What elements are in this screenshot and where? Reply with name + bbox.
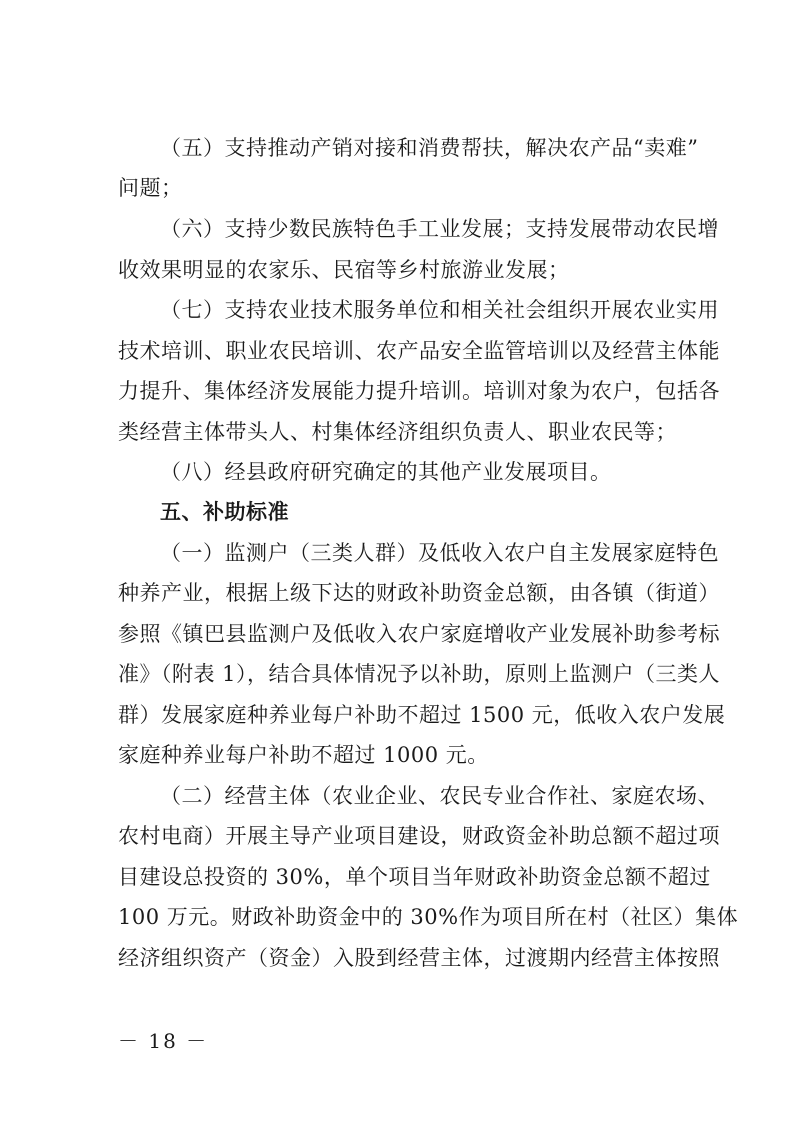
paragraph-line: 群）发展家庭种养业每户补助不超过 1500 元，低收入农户发展 bbox=[118, 703, 726, 727]
paragraph-line: （八）经县政府研究确定的其他产业发展项目。 bbox=[160, 460, 612, 484]
paragraph-line: （一）监测户（三类人群）及低收入农户自主发展家庭特色 bbox=[160, 541, 719, 565]
paragraph-line: （五）支持推动产销对接和消费帮扶，解决农产品“卖难” bbox=[160, 136, 699, 160]
paragraph-line: （二）经营主体（农业企业、农民专业合作社、家庭农场、 bbox=[160, 784, 719, 808]
paragraph-line: 种养产业，根据上级下达的财政补助资金总额，由各镇（街道） bbox=[118, 581, 720, 605]
paragraph-line: 力提升、集体经济发展能力提升培训。培训对象为农户，包括各 bbox=[118, 379, 720, 403]
paragraph-line: 家庭种养业每户补助不超过 1000 元。 bbox=[118, 743, 489, 767]
paragraph-line: 准》（附表 1），结合具体情况予以补助，原则上监测户（三类人 bbox=[118, 662, 721, 686]
paragraph-line: 问题； bbox=[118, 176, 183, 200]
paragraph-line: 技术培训、职业农民培训、农产品安全监管培训以及经营主体能 bbox=[118, 339, 720, 363]
paragraph-line: 100 万元。财政补助资金中的 30%作为项目所在村（社区）集体 bbox=[118, 905, 739, 929]
paragraph-line: 目建设总投资的 30%，单个项目当年财政补助资金总额不超过 bbox=[118, 865, 711, 889]
paragraph-line: 收效果明显的农家乐、民宿等乡村旅游业发展； bbox=[118, 258, 570, 282]
paragraph-line: （六）支持少数民族特色手工业发展；支持发展带动农民增 bbox=[160, 217, 719, 241]
paragraph-line: （七）支持农业技术服务单位和相关社会组织开展农业实用 bbox=[160, 298, 719, 322]
page-number: － 18 － bbox=[118, 1029, 209, 1053]
paragraph-line: 农村电商）开展主导产业项目建设，财政资金补助总额不超过项 bbox=[118, 824, 720, 848]
section-heading: 五、补助标准 bbox=[160, 500, 289, 524]
paragraph-line: 经济组织资产（资金）入股到经营主体，过渡期内经营主体按照 bbox=[118, 946, 720, 970]
paragraph-line: 参照《镇巴县监测户及低收入农户家庭增收产业发展补助参考标 bbox=[118, 622, 720, 646]
paragraph-line: 类经营主体带头人、村集体经济组织负责人、职业农民等； bbox=[118, 420, 677, 444]
